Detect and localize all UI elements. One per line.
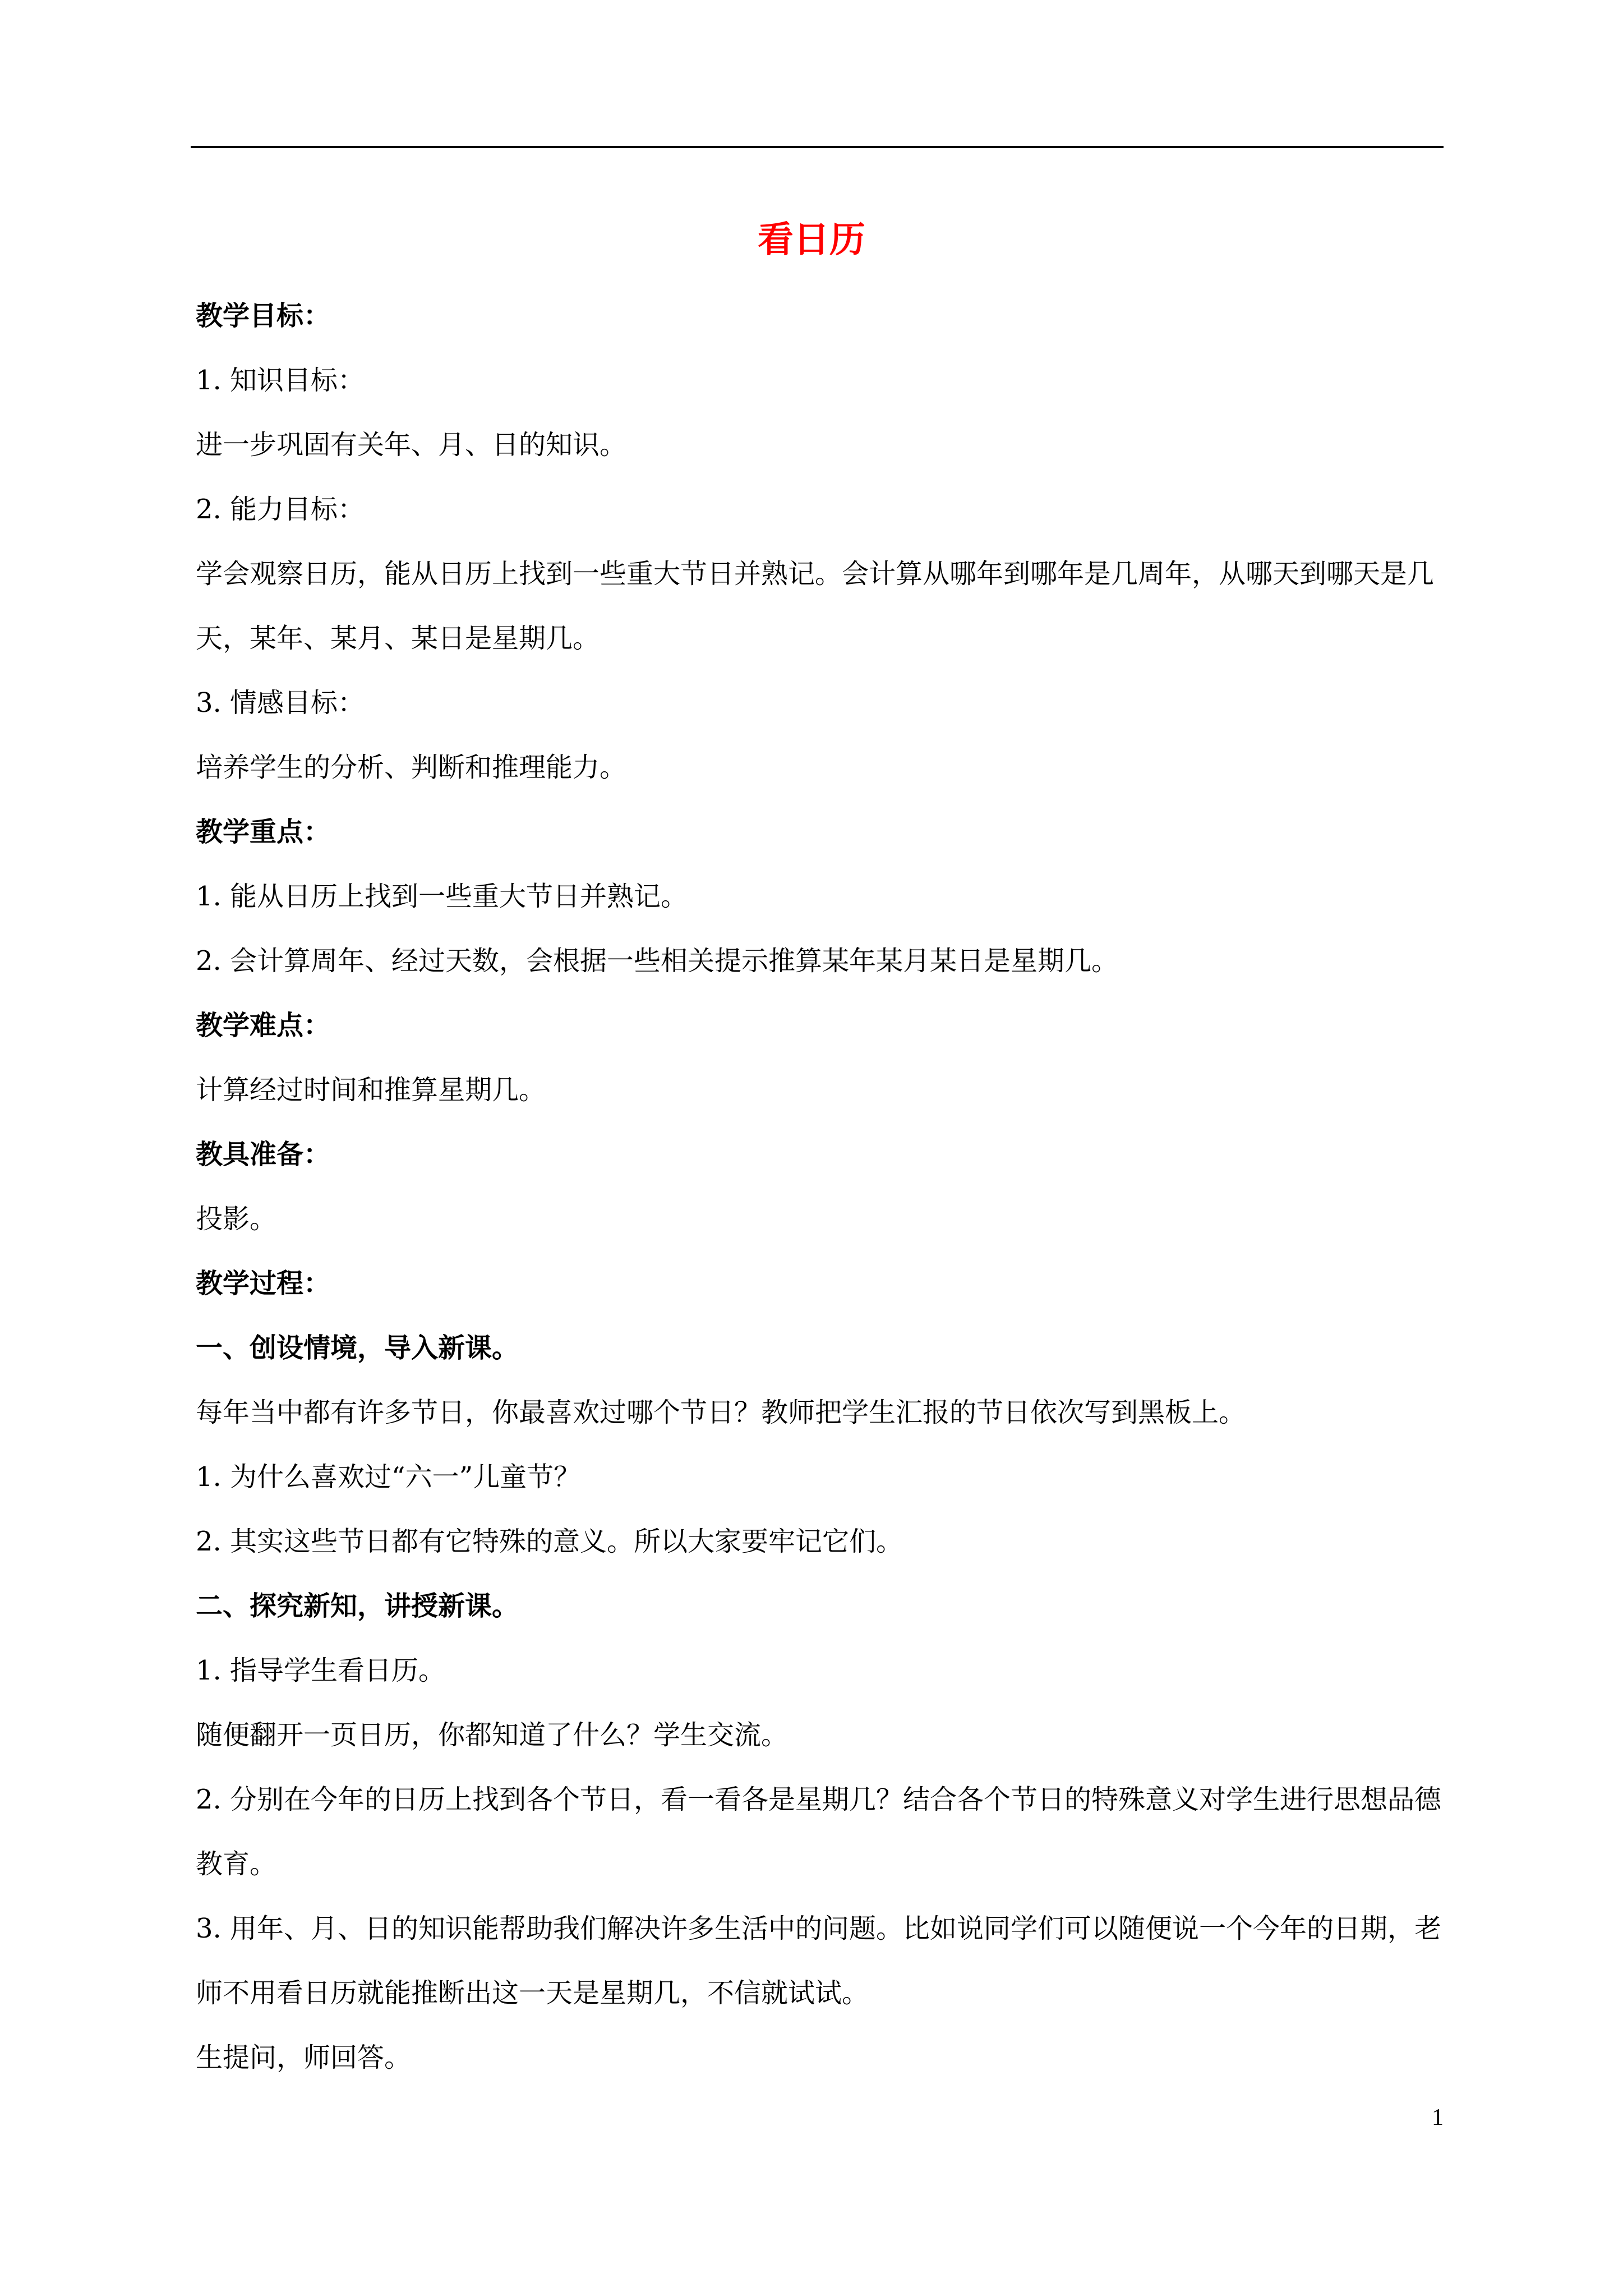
- section-heading: 教学难点：: [196, 1010, 331, 1041]
- body-line: 随便翻开一页日历，你都知道了什么？学生交流。: [196, 1719, 789, 1751]
- body-line: 培养学生的分析、判断和推理能力。: [196, 752, 627, 783]
- body-line: 计算经过时间和推算星期几。: [196, 1074, 546, 1106]
- section-heading: 教学目标：: [196, 300, 331, 332]
- body-line: 生提问，师回答。: [196, 2042, 412, 2073]
- section-heading: 一、创设情境，导入新课。: [196, 1332, 519, 1364]
- page-number: 1: [1432, 2105, 1444, 2131]
- body-line: 2. 分别在今年的日历上找到各个节日，看一看各是星期几？结合各个节日的特殊意义对学生进行思想品德教育。: [196, 1784, 1442, 1880]
- body-line: 每年当中都有许多节日，你最喜欢过哪个节日？教师把学生汇报的节日依次写到黑板上。: [196, 1397, 1246, 1428]
- body-line: 进一步巩固有关年、月、日的知识。: [196, 429, 627, 461]
- body-line: 2. 其实这些节日都有它特殊的意义。所以大家要牢记它们。: [196, 1526, 903, 1557]
- header-rule: [191, 146, 1444, 148]
- body-line: 3. 用年、月、日的知识能帮助我们解决许多生活中的问题。比如说同学们可以随便说一个今年的日期，老师不用看日历就能推断出这一天是星期几，不信就试试。: [196, 1913, 1442, 2009]
- body-line: 1. 能从日历上找到一些重大节日并熟记。: [196, 881, 688, 912]
- body-line: 1. 指导学生看日历。: [196, 1655, 446, 1686]
- body-line: 投影。: [196, 1203, 277, 1235]
- section-heading: 教具准备：: [196, 1139, 331, 1170]
- body-line: 2. 会计算周年、经过天数，会根据一些相关提示推算某年某月某日是星期几。: [196, 945, 1119, 977]
- body-line: 学会观察日历，能从日历上找到一些重大节日并熟记。会计算从哪年到哪年是几周年，从哪天到哪天是几天，某年、某月、某日是星期几。: [196, 558, 1435, 654]
- section-heading: 教学重点：: [196, 816, 331, 848]
- document-body: [196, 284, 1450, 2090]
- section-heading: 二、探究新知，讲授新课。: [196, 1590, 519, 1622]
- document-title: 看日历: [758, 219, 865, 261]
- body-line: 1. 知识目标：: [196, 365, 365, 396]
- body-line: 3. 情感目标：: [196, 687, 365, 719]
- body-line: 2. 能力目标：: [196, 494, 365, 525]
- section-heading: 教学过程：: [196, 1268, 331, 1299]
- body-line: 1. 为什么喜欢过“六一”儿童节？: [196, 1461, 581, 1493]
